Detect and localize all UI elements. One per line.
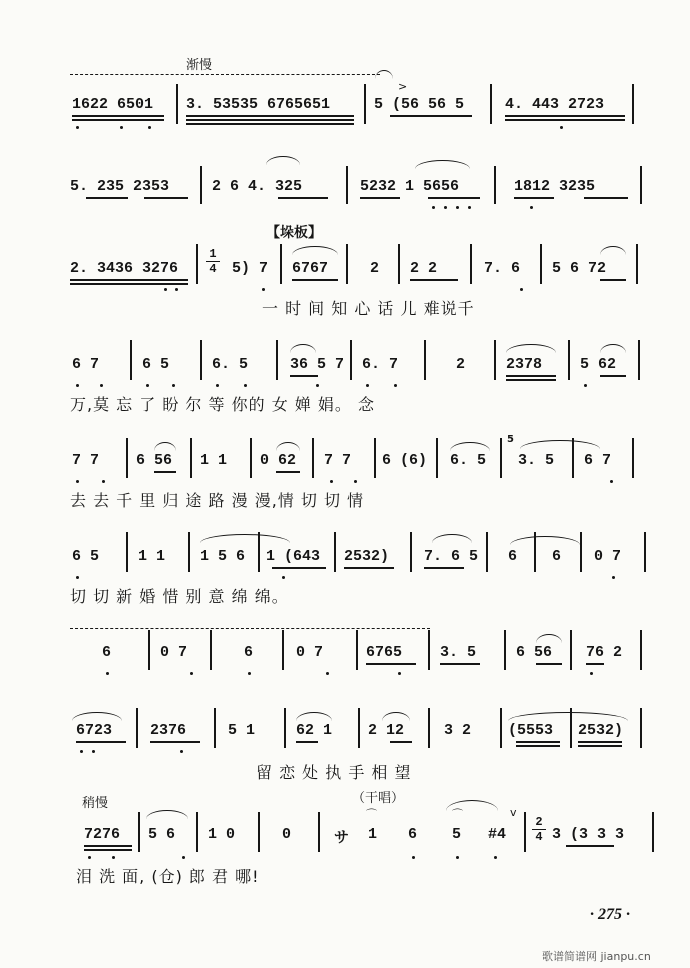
measure: 3. 5: [440, 644, 477, 661]
bar-line: [632, 84, 634, 124]
slur-arc: [382, 712, 410, 721]
measure: 5) 7: [232, 260, 269, 277]
measure: 6 5: [142, 356, 170, 373]
underline: [292, 279, 338, 281]
bar-line: [188, 532, 190, 572]
measure: 5 6: [148, 826, 176, 843]
measure: 7. 6 5: [424, 548, 479, 565]
measure: 6: [508, 548, 518, 565]
bar-line: [524, 812, 526, 852]
measure: 1 (643: [266, 548, 321, 565]
measure: 5. 235 2353: [70, 178, 170, 195]
measure: 0 62: [260, 452, 297, 469]
slur-arc: [296, 712, 332, 721]
measure: 0 7: [160, 644, 188, 661]
bar-line: [282, 630, 284, 670]
time-signature-bottom: 4: [209, 262, 217, 276]
vocal-direction: （干唱）: [352, 791, 405, 806]
measure: 0: [282, 826, 292, 843]
slur-arc: [415, 160, 470, 169]
underline: [428, 197, 480, 199]
bar-line: [494, 340, 496, 380]
bar-line: [258, 532, 260, 572]
underline: [296, 741, 318, 743]
underline: [578, 741, 622, 743]
measure: 3. 5: [518, 452, 555, 469]
octave-dot: [468, 206, 471, 209]
underline: [506, 375, 556, 377]
bar-line: [436, 438, 438, 478]
lyrics-line: 去 去 千 里 归 途 路 漫 漫,情 切 切 情: [70, 491, 365, 510]
slur-arc: [506, 344, 556, 353]
measure: 6 7: [584, 452, 612, 469]
bar-line: [126, 438, 128, 478]
bar-line: [200, 166, 202, 204]
octave-dot: [354, 480, 357, 483]
fermata-mark: ⌒: [452, 808, 463, 821]
octave-dot: [76, 576, 79, 579]
measure: 3 (3 3 3: [552, 826, 625, 843]
octave-dot: [610, 480, 613, 483]
time-signature: [206, 248, 220, 275]
underline: [276, 471, 300, 473]
measure: 3. 53535 6765651: [186, 96, 331, 113]
octave-dot: [216, 384, 219, 387]
bar-line: [540, 244, 542, 284]
octave-dot: [244, 384, 247, 387]
bar-line: [424, 340, 426, 380]
octave-dot: [432, 206, 435, 209]
bar-line: [486, 532, 488, 572]
underline: [536, 663, 562, 665]
underline: [76, 741, 126, 743]
measure: 5 62: [580, 356, 617, 373]
octave-dot: [444, 206, 447, 209]
measure: 6. 7: [362, 356, 399, 373]
underline: [84, 845, 132, 847]
bar-line: [640, 708, 642, 748]
bar-line: [570, 630, 572, 670]
measure: 3 2: [444, 722, 472, 739]
measure: 2378: [506, 356, 543, 373]
tempo-marking: 稍慢: [82, 796, 109, 811]
underline: [516, 745, 560, 747]
bar-line: [250, 438, 252, 478]
bar-line: [500, 438, 502, 478]
measure: 6. 5: [450, 452, 487, 469]
underline: [505, 119, 625, 121]
bar-line: [470, 244, 472, 284]
lyrics-line: 万,莫 忘 了 盼 尔 等 你的 女 婵 娟。 念: [70, 395, 375, 414]
octave-dot: [584, 384, 587, 387]
bar-line: [358, 708, 360, 748]
octave-dot: [262, 288, 265, 291]
measure: 2: [456, 356, 466, 373]
measure: 6: [408, 826, 418, 843]
watermark: 歌谱简谱网 jianpu.cn: [542, 950, 651, 963]
measure: 6 (6): [382, 452, 428, 469]
octave-dot: [112, 856, 115, 859]
bar-line: [568, 340, 570, 380]
measure: 2 12: [368, 722, 405, 739]
measure: 62 1: [296, 722, 333, 739]
underline: [186, 119, 354, 121]
measure: 6 7: [72, 356, 100, 373]
bar-line: [350, 340, 352, 380]
measure: 1812 3235: [514, 178, 596, 195]
time-signature-bottom: 4: [535, 830, 543, 844]
underline: [600, 279, 626, 281]
slur-arc: [432, 534, 472, 543]
octave-dot: [92, 750, 95, 753]
underline: [72, 119, 164, 121]
free-meter-sign: サ: [334, 830, 350, 847]
bar-line: [500, 708, 502, 748]
bar-line: [504, 630, 506, 670]
measure: 2376: [150, 722, 187, 739]
slur-arc: [450, 442, 490, 451]
measure: 6: [102, 644, 112, 661]
tie-arc: [375, 70, 393, 79]
octave-dot: [175, 288, 178, 291]
bar-line: [640, 630, 642, 670]
bar-line: [148, 630, 150, 670]
measure: #4: [488, 826, 507, 843]
octave-dot: [326, 672, 329, 675]
bar-line: [580, 532, 582, 572]
measure: 6723: [76, 722, 113, 739]
octave-dot: [80, 750, 83, 753]
underline: [186, 115, 354, 117]
underline: [440, 663, 480, 665]
fermata-mark: ⌒: [366, 808, 377, 821]
underline: [70, 283, 188, 285]
tempo-extension-line: [70, 74, 380, 75]
bar-line: [210, 630, 212, 670]
measure: 1 0: [208, 826, 236, 843]
underline: [86, 197, 128, 199]
underline: [154, 471, 176, 473]
measure: 0 7: [594, 548, 622, 565]
slur-arc: [276, 442, 300, 451]
bar-line: [398, 244, 400, 284]
bar-line: [534, 532, 536, 572]
underline: [506, 379, 556, 381]
bar-line: [334, 532, 336, 572]
bar-line: [364, 84, 366, 124]
slur-arc: [200, 534, 290, 543]
octave-dot: [182, 856, 185, 859]
slur-arc: [146, 810, 188, 819]
measure: 1 5 6: [200, 548, 246, 565]
octave-dot: [456, 856, 459, 859]
measure: 5 1: [228, 722, 256, 739]
measure: 7276: [84, 826, 121, 843]
underline: [272, 567, 326, 569]
measure: 6 56: [136, 452, 173, 469]
underline: [600, 375, 626, 377]
octave-dot: [494, 856, 497, 859]
measure: 0 7: [296, 644, 324, 661]
measure: 76 2: [586, 644, 623, 661]
underline: [70, 279, 188, 281]
underline: [290, 375, 318, 377]
measure: 2. 3436 3276: [70, 260, 179, 277]
time-signature-top: 2: [535, 815, 543, 829]
bar-line: [126, 532, 128, 572]
underline: [566, 845, 614, 847]
section-label: 【垛板】: [266, 225, 322, 241]
octave-dot: [590, 672, 593, 675]
bar-line: [196, 812, 198, 852]
measure: 6765: [366, 644, 403, 661]
bar-line: [374, 438, 376, 478]
bar-line: [318, 812, 320, 852]
measure: 1: [368, 826, 378, 843]
octave-dot: [456, 206, 459, 209]
bar-line: [572, 438, 574, 478]
underline: [390, 741, 412, 743]
measure: 6: [552, 548, 562, 565]
octave-dot: [106, 672, 109, 675]
bar-line: [130, 340, 132, 380]
slur-arc: [154, 442, 176, 451]
octave-dot: [76, 384, 79, 387]
slur-arc: [510, 536, 580, 545]
octave-dot: [612, 576, 615, 579]
underline: [360, 197, 400, 199]
bar-line: [636, 244, 638, 284]
tempo-extension-line: [70, 628, 430, 629]
bar-line: [280, 244, 282, 284]
octave-dot: [164, 288, 167, 291]
measure: 1622 6501: [72, 96, 154, 113]
bar-line: [258, 812, 260, 852]
slur-arc: [520, 440, 600, 449]
measure: 1 1: [138, 548, 166, 565]
measure: 7. 6: [484, 260, 521, 277]
measure: 6: [244, 644, 254, 661]
octave-dot: [366, 384, 369, 387]
octave-dot: [316, 384, 319, 387]
octave-dot: [76, 126, 79, 129]
measure: 5232 1 5656: [360, 178, 460, 195]
underline: [150, 741, 200, 743]
bar-line: [284, 708, 286, 748]
bar-line: [138, 812, 140, 852]
bar-line: [428, 630, 430, 670]
bar-line: [312, 438, 314, 478]
underline: [514, 197, 554, 199]
octave-dot: [394, 384, 397, 387]
slur-arc: [292, 246, 338, 255]
bar-line: [490, 84, 492, 124]
bar-line: [200, 340, 202, 380]
measure: 2 6 4. 325: [212, 178, 303, 195]
underline: [144, 197, 188, 199]
measure: 5 (56 56 5: [374, 96, 465, 113]
bar-line: [644, 532, 646, 572]
measure: 2532): [578, 722, 624, 739]
octave-dot: [88, 856, 91, 859]
underline: [186, 123, 354, 125]
bar-line: [640, 166, 642, 204]
lyrics-line: 切 切 新 婚 惜 别 意 绵 绵。: [70, 587, 289, 606]
measure: 6 5: [72, 548, 100, 565]
measure: 1 1: [200, 452, 228, 469]
underline: [516, 741, 560, 743]
underline: [586, 663, 604, 665]
time-signature-top: 1: [209, 247, 217, 261]
octave-dot: [520, 288, 523, 291]
measure: 4. 443 2723: [505, 96, 605, 113]
slur-arc: [266, 156, 300, 165]
bar-line: [176, 84, 178, 124]
octave-dot: [412, 856, 415, 859]
grace-note: 5: [507, 434, 514, 445]
octave-dot: [282, 576, 285, 579]
underline: [424, 567, 464, 569]
lyrics-line: 一 时 间 知 心 话 儿 难说千: [262, 299, 475, 318]
underline: [578, 745, 622, 747]
bar-line: [638, 340, 640, 380]
octave-dot: [100, 384, 103, 387]
lyrics-line: 留 恋 处 执 手 相 望: [256, 763, 412, 782]
octave-dot: [248, 672, 251, 675]
underline: [410, 279, 458, 281]
octave-dot: [148, 126, 151, 129]
underline: [84, 849, 132, 851]
measure: 2532): [344, 548, 390, 565]
underline: [366, 663, 416, 665]
octave-dot: [330, 480, 333, 483]
underline: [505, 115, 625, 117]
bar-line: [356, 630, 358, 670]
bar-line: [428, 708, 430, 748]
octave-dot: [180, 750, 183, 753]
measure: 6 56: [516, 644, 553, 661]
measure: 36 5 7: [290, 356, 345, 373]
octave-dot: [190, 672, 193, 675]
measure: 6. 5: [212, 356, 249, 373]
slur-arc: [508, 712, 628, 721]
page-number: · 275 ·: [590, 906, 630, 923]
slur-arc: [600, 344, 626, 353]
measure: 5 6 72: [552, 260, 607, 277]
bar-line: [570, 708, 572, 748]
underline: [390, 115, 472, 117]
tempo-marking: 渐慢: [186, 58, 213, 73]
measure: 2 2: [410, 260, 438, 277]
underline: [584, 197, 628, 199]
measure: 7 7: [72, 452, 100, 469]
underline: [72, 115, 164, 117]
underline: [278, 197, 328, 199]
octave-dot: [172, 384, 175, 387]
accent-mark: >: [398, 80, 408, 93]
measure: 7 7: [324, 452, 352, 469]
octave-dot: [530, 206, 533, 209]
time-signature: [532, 816, 546, 843]
bar-line: [346, 244, 348, 284]
octave-dot: [102, 480, 105, 483]
measure: 6767: [292, 260, 329, 277]
bar-line: [196, 244, 198, 284]
bar-line: [410, 532, 412, 572]
octave-dot: [146, 384, 149, 387]
measure: 2: [370, 260, 380, 277]
bar-line: [136, 708, 138, 748]
breath-mark: v: [510, 806, 517, 819]
bar-line: [652, 812, 654, 852]
slur-arc: [536, 634, 562, 643]
octave-dot: [560, 126, 563, 129]
bar-line: [632, 438, 634, 478]
measure: (5553: [508, 722, 554, 739]
lyrics-line: 泪 洗 面, (仓) 郎 君 哪!: [76, 867, 260, 886]
slur-arc: [600, 246, 626, 255]
bar-line: [276, 340, 278, 380]
slur-arc: [72, 712, 122, 721]
measure: 5: [452, 826, 462, 843]
bar-line: [494, 166, 496, 204]
octave-dot: [76, 480, 79, 483]
slur-arc: [290, 344, 316, 353]
bar-line: [346, 166, 348, 204]
octave-dot: [398, 672, 401, 675]
octave-dot: [120, 126, 123, 129]
bar-line: [190, 438, 192, 478]
bar-line: [214, 708, 216, 748]
underline: [344, 567, 394, 569]
